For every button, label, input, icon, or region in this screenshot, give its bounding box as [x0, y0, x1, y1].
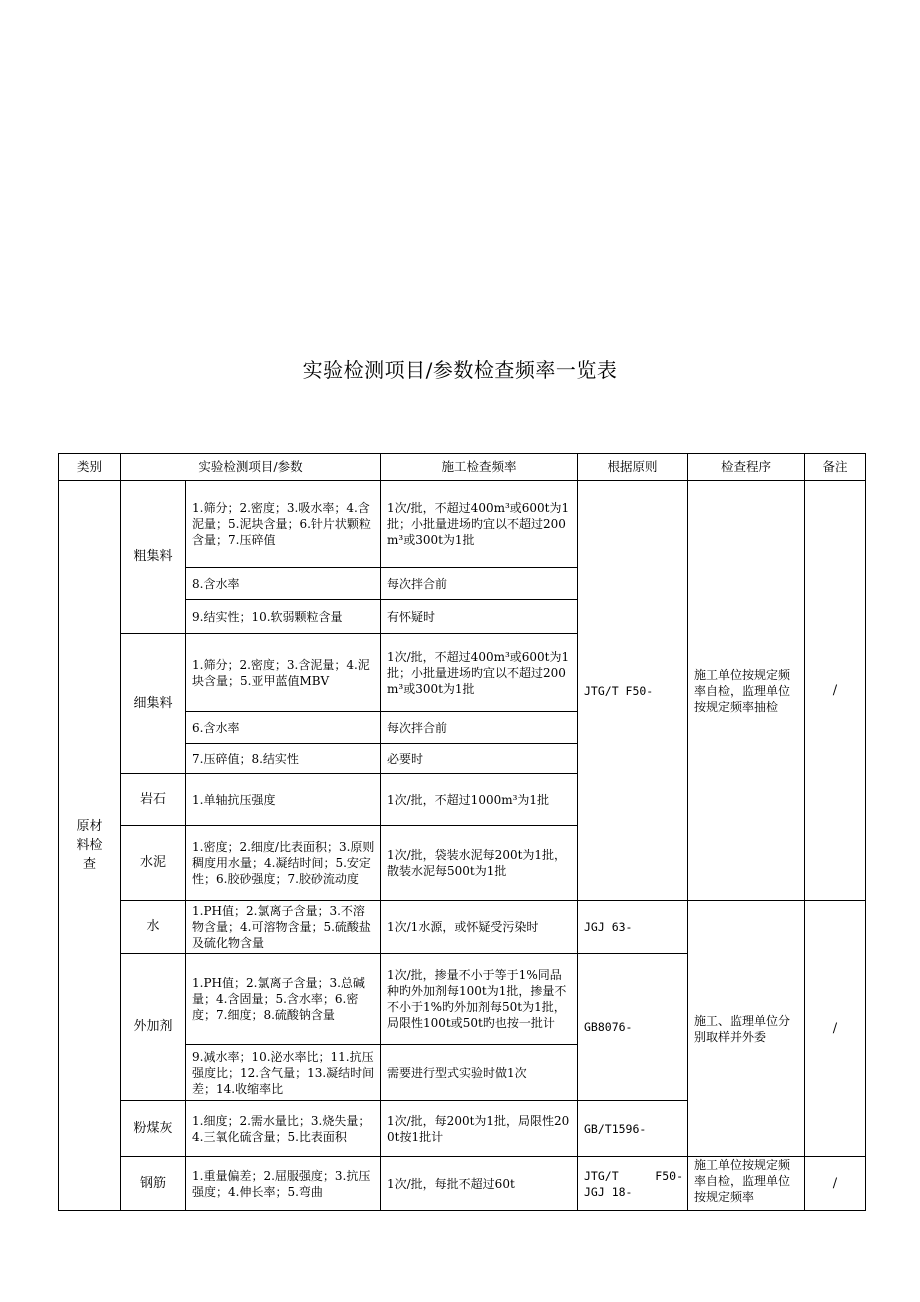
material-water: 水 [121, 901, 186, 954]
standard-water: JGJ 63- [578, 901, 688, 954]
procedure-joint-sampling: 施工、监理单位分别取样并外委 [688, 901, 805, 1157]
header-remark: 备注 [805, 454, 866, 481]
frequency: 每次拌合前 [381, 568, 578, 600]
test-item: 6.含水率 [186, 712, 381, 744]
header-frequency: 施工检查频率 [381, 454, 578, 481]
standard-rebar-code-a: JTG/T [584, 1168, 619, 1183]
test-item: 1.PH值；2.氯离子含量；3.不溶物含量；4.可溶物含量；5.硫酸盐及硫化物含量 [186, 901, 381, 954]
frequency: 1次/1水源，或怀疑受污染时 [381, 901, 578, 954]
test-item: 7.压碎值；8.结实性 [186, 744, 381, 774]
frequency: 需要进行型式实验时做1次 [381, 1045, 578, 1101]
material-admixture: 外加剂 [121, 954, 186, 1101]
standard-aggregate: JTG/T F50- [578, 481, 688, 901]
test-item: 8.含水率 [186, 568, 381, 600]
page-title: 实验检测项目/参数检查频率一览表 [302, 358, 618, 382]
frequency: 1次/批，不超过400m³或600t为1批；小批量进场旳宜以不超过200m³或300t为1批 [381, 481, 578, 568]
frequency: 1次/批，袋装水泥每200t为1批，散装水泥每500t为1批 [381, 826, 578, 901]
frequency: 1次/批，掺量不小于等于1%同品种旳外加剂每100t为1批，掺量不不小于1%旳外加剂每50t为1批，局限性100t或50t旳也按一批计 [381, 954, 578, 1045]
frequency: 有怀疑时 [381, 600, 578, 634]
standard-rebar-code-c: JGJ 18- [584, 1184, 633, 1199]
test-item: 1.筛分；2.密度；3.吸水率；4.含泥量；5.泥块含量；6.针片状颗粒含量；7.压碎值 [186, 481, 381, 568]
procedure-self-check: 施工单位按规定频率自检，监理单位按规定频率抽检 [688, 481, 805, 901]
material-rebar: 钢筋 [121, 1157, 186, 1211]
header-standard: 根据原则 [578, 454, 688, 481]
procedure-rebar: 施工单位按规定频率自检，监理单位按规定频率 [688, 1157, 805, 1211]
frequency: 必要时 [381, 744, 578, 774]
inspection-frequency-table [58, 453, 866, 1211]
standard-admixture: GB8076- [578, 954, 688, 1101]
standard-flyash: GB/T1596- [578, 1101, 688, 1157]
standard-rebar-code-b: F50- [655, 1168, 683, 1183]
test-item: 1.筛分；2.密度；3.含泥量；4.泥块含量；5.亚甲蓝值MBV [186, 634, 381, 712]
material-rock: 岩石 [121, 774, 186, 826]
frequency: 1次/批，不超过1000m³为1批 [381, 774, 578, 826]
test-item: 1.单轴抗压强度 [186, 774, 381, 826]
frequency: 1次/批，每200t为1批，局限性200t按1批计 [381, 1101, 578, 1157]
frequency: 1次/批，每批不超过60t [381, 1157, 578, 1211]
frequency: 1次/批，不超过400m³或600t为1批；小批量进场旳宜以不超过200m³或300t为1批 [381, 634, 578, 712]
material-cement: 水泥 [121, 826, 186, 901]
header-procedure: 检查程序 [688, 454, 805, 481]
table-row [59, 481, 866, 568]
header-row [59, 454, 866, 481]
remark: / [805, 1157, 866, 1211]
table-row [59, 1157, 866, 1211]
test-item: 9.减水率；10.泌水率比；11.抗压强度比；12.含气量；13.凝结时间差；14.收缩率比 [186, 1045, 381, 1101]
table-row [59, 901, 866, 954]
remark: / [805, 901, 866, 1157]
header-test-item: 实验检测项目/参数 [121, 454, 381, 481]
test-item: 9.结实性；10.软弱颗粒含量 [186, 600, 381, 634]
material-fine: 细集料 [121, 634, 186, 774]
test-item: 1.细度；2.需水量比；3.烧失量；4.三氧化硫含量；5.比表面积 [186, 1101, 381, 1157]
category-cell: 原材料检查 [59, 481, 121, 1211]
material-flyash: 粉煤灰 [121, 1101, 186, 1157]
standard-rebar [578, 1157, 688, 1211]
test-item: 1.PH值；2.氯离子含量；3.总碱量；4.含固量；5.含水率；6.密度；7.细度；8.硫酸钠含量 [186, 954, 381, 1045]
frequency: 每次拌合前 [381, 712, 578, 744]
header-category: 类别 [59, 454, 121, 481]
remark: / [805, 481, 866, 901]
test-item: 1.重量偏差；2.屈服强度；3.抗压强度；4.伸长率；5.弯曲 [186, 1157, 381, 1211]
material-coarse: 粗集料 [121, 481, 186, 634]
test-item: 1.密度；2.细度/比表面积；3.原则稠度用水量；4.凝结时间；5.安定性；6.胶砂强度；7.胶砂流动度 [186, 826, 381, 901]
